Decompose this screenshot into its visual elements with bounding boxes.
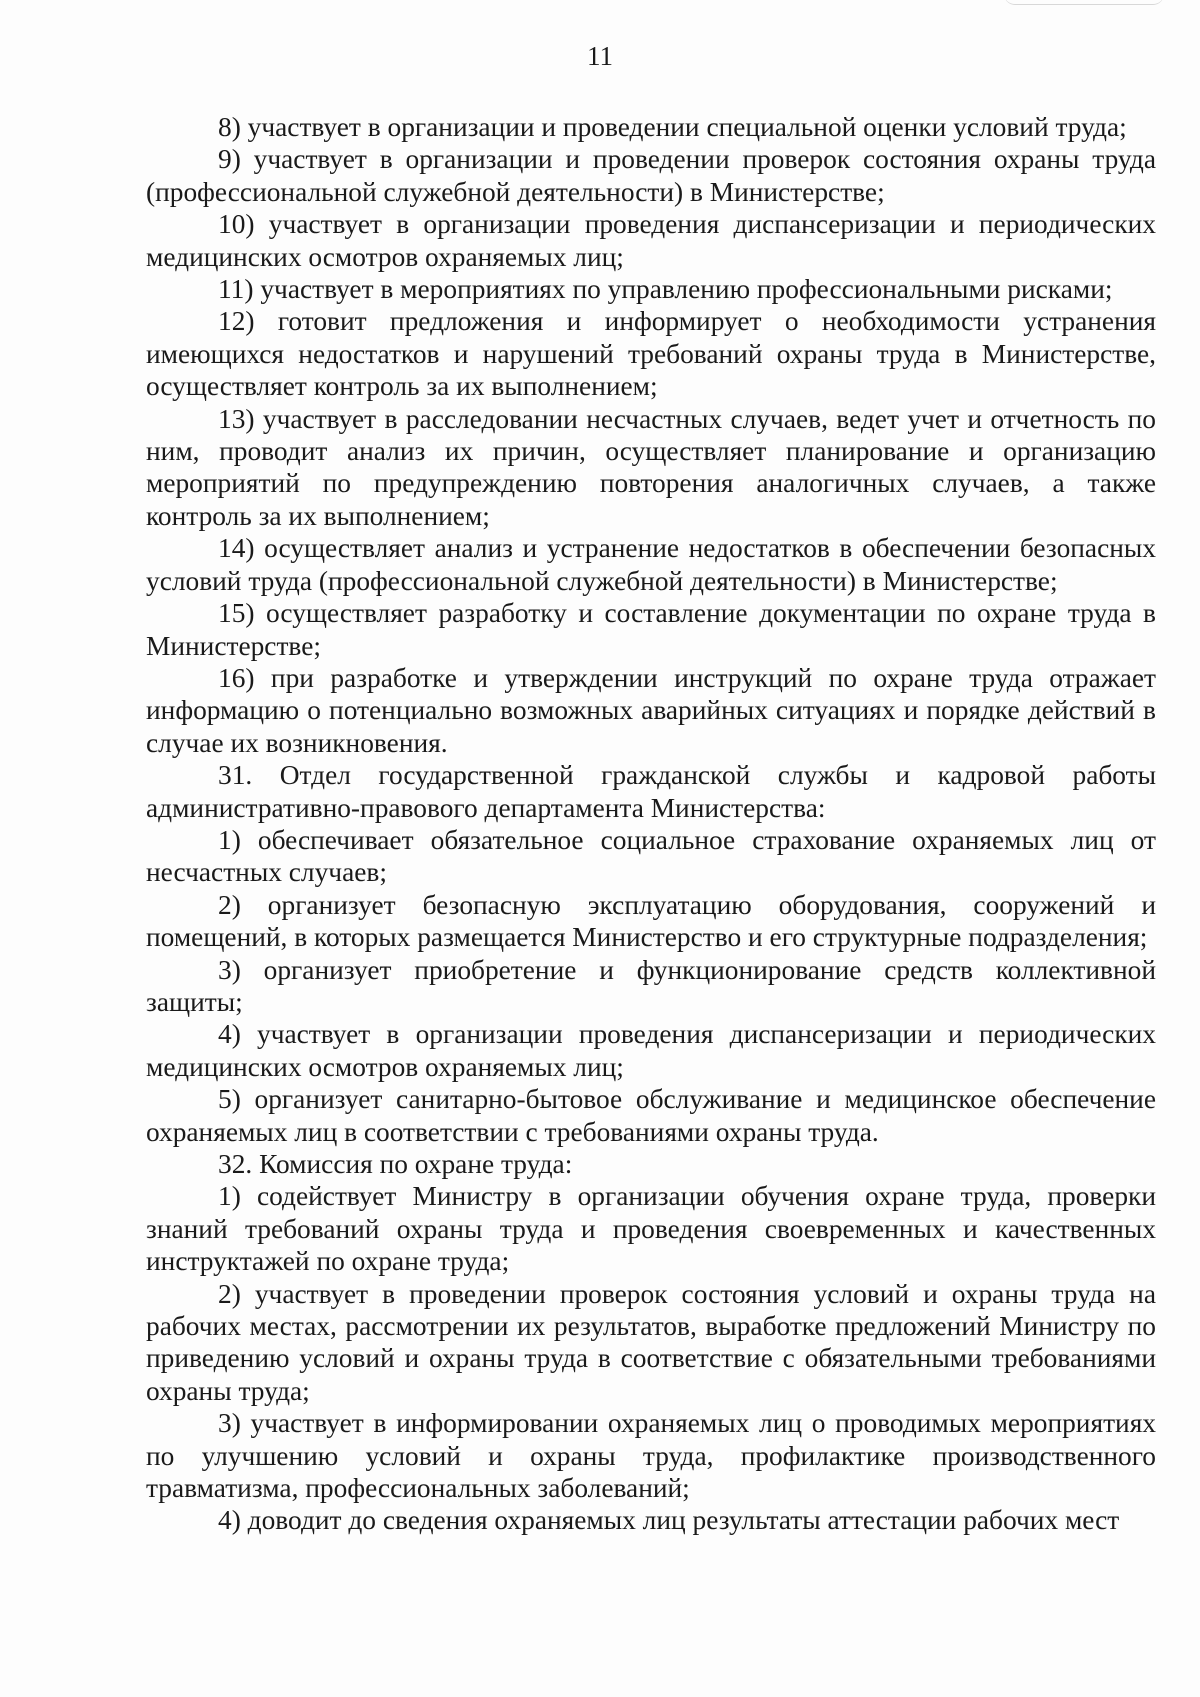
list-item: 4) участвует в организации проведения диспансеризации и периодических медицинских осмотров охраняемых лиц; xyxy=(146,1019,1156,1082)
list-item: 15) осуществляет разработку и составление документации по охране труда в Министерстве; xyxy=(146,598,1156,661)
document-body xyxy=(146,111,1156,1537)
list-item: 14) осуществляет анализ и устранение недостатков в обеспечении безопасных условий труда (профессиональной служебной деятельности) в Министерстве; xyxy=(146,533,1156,596)
list-item: 13) участвует в расследовании несчастных случаев, ведет учет и отчетность по ним, проводит анализ их причин, осуществляет планирование и организацию мероприятий по предупреждению повторения аналогичных случаев, а также контроль за их выполнением; xyxy=(146,403,1156,531)
list-item: 12) готовит предложения и информирует о необходимости устранения имеющихся недостатков и нарушений требований охраны труда в Министерстве, осуществляет контроль за их выполнением; xyxy=(146,306,1156,402)
list-item: 2) организует безопасную эксплуатацию оборудования, сооружений и помещений, в которых размещается Министерство и его структурные подразделения; xyxy=(146,889,1156,953)
list-item: 4) доводит до сведения охраняемых лиц результаты аттестации рабочих мест xyxy=(218,1505,1120,1536)
section-heading-31: 31. Отдел государственной гражданской службы и кадровой работы административно-правового департамента Министерства: xyxy=(146,760,1156,823)
list-item: 2) участвует в проведении проверок состояния условий и охраны труда на рабочих местах, рассмотрении их результатов, выработке предложений Министру по приведению условий и охраны труда в соответствие с обязательными требованиями охраны труда; xyxy=(146,1278,1156,1406)
section-heading-32: 32. Комиссия по охране труда: xyxy=(218,1149,573,1179)
list-item: 16) при разработке и утверждении инструкций по охране труда отражает информацию о потенциально возможных аварийных ситуациях и порядке действий в случае их возникновения. xyxy=(146,662,1156,758)
list-item: 1) содействует Министру в организации обучения охране труда, проверки знаний требований охраны труда и проведения своевременных и качественных инструктажей по охране труда; xyxy=(146,1181,1156,1277)
list-item: 5) организует санитарно-бытовое обслуживание и медицинское обеспечение охраняемых лиц в соответствии с требованиями охраны труда. xyxy=(146,1084,1156,1147)
list-item: 10) участвует в организации проведения диспансеризации и периодических медицинских осмотров охраняемых лиц; xyxy=(146,209,1156,272)
list-item: 11) участвует в мероприятиях по управлению профессиональными рисками; xyxy=(218,274,1113,305)
list-item: 3) организует приобретение и функционирование средств коллективной защиты; xyxy=(146,954,1156,1017)
list-item: 1) обеспечивает обязательное социальное страхование охраняемых лиц от несчастных случаев; xyxy=(146,824,1156,888)
list-item: 8) участвует в организации и проведении специальной оценки условий труда; xyxy=(218,112,1127,142)
page-number: 11 xyxy=(587,41,613,71)
list-item: 9) участвует в организации и проведении проверок состояния охраны труда (профессиональной служебной деятельности) в Министерстве; xyxy=(146,144,1156,207)
list-item: 3) участвует в информировании охраняемых лиц о проводимых мероприятиях по улучшению условий и охраны труда, профилактике производственного травматизма, профессиональных заболеваний; xyxy=(146,1408,1156,1504)
scan-edge-mark xyxy=(1004,0,1164,5)
